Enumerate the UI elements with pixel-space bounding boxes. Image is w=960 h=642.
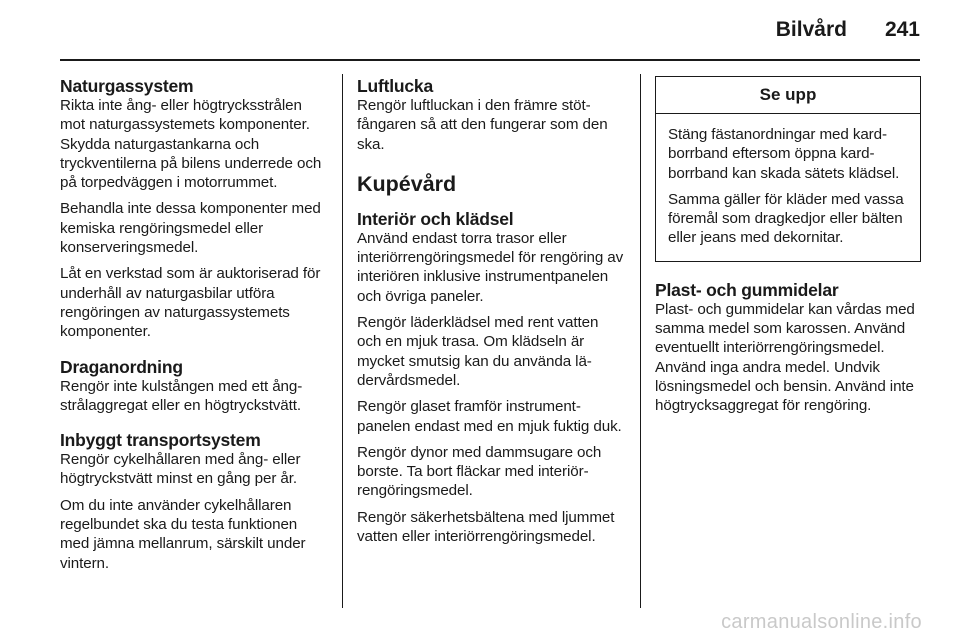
paragraph: Plast- och gummidelar kan vårdas med samma medel som karossen. Använd eventuellt interiörrengöringsmedel. Använd inga andra medel. Undvik lösningsmedel och bensin. Använd inte högtrycksaggregat för rengöring.: [655, 300, 915, 415]
column-1: [60, 76, 328, 588]
page-number: 241: [884, 18, 920, 41]
section-luftlucka: [357, 76, 625, 154]
paragraph: Stäng fästanordningar med kardborrband eftersom öppna kardborrband kan skada sätets klädsel.: [668, 126, 900, 182]
paragraph: Låt en verkstad som är auktoriserad för underhåll av naturgasbilar utföra rengöringen av naturgassystemets komponenter.: [60, 265, 321, 341]
section-naturgassystem: [60, 76, 328, 342]
paragraph: Rengör glaset framför instrumentpanelen endast med en mjuk fuktig duk.: [357, 398, 622, 435]
column-2: [357, 76, 625, 553]
header-rule: [60, 59, 920, 61]
warning-title: Se upp: [656, 77, 920, 114]
paragraph: Använd endast torra trasor eller interiörrengöringsmedel för rengöring av interiören inklusive instrumentpanelen och övriga paneler.: [357, 229, 624, 305]
chapter-heading: Kupévård: [357, 171, 457, 196]
page-header: [776, 18, 920, 42]
paragraph: Samma gäller för kläder med vassa föremål som dragkedjor eller bälten eller jeans med dekornitar.: [668, 190, 904, 247]
paragraph: Behandla inte dessa komponenter med kemiska rengöringsmedel eller konserveringsmedel.: [60, 200, 321, 257]
paragraph: Rengör luftluckan i den främre stötfångaren så att den fungerar som den ska.: [357, 97, 608, 153]
heading: Draganordning: [60, 356, 183, 377]
paragraph: Rengör säkerhetsbältena med ljummet vatten eller interiörrengöringsmedel.: [357, 508, 615, 546]
paragraph: Rengör cykelhållaren med ång- eller högtryckstvätt minst en gång per år.: [60, 451, 301, 488]
section-plast: [655, 280, 921, 416]
warning-box: [655, 76, 921, 262]
section-title: Bilvård: [775, 18, 847, 41]
heading: Interiör och klädsel: [357, 208, 514, 229]
column-3: [655, 76, 921, 423]
column-divider-1: [342, 74, 343, 608]
paragraph: Rikta inte ång- eller högtrycksstrålen mot naturgassystemets komponenter. Skydda naturgastankarna och tryckventilerna på bilens underrede och på torpedväggen i motorrummet.: [60, 97, 322, 192]
heading: Naturgassystem: [60, 76, 194, 96]
heading: Luftlucka: [357, 76, 433, 96]
heading: Inbyggt transportsystem: [60, 430, 261, 451]
paragraph: Rengör inte kulstången med ett ångstrålaggregat eller en högtryckstvätt.: [60, 377, 303, 414]
warning-body: [656, 114, 920, 261]
watermark: carmanualsonline.info: [721, 611, 922, 633]
column-divider-2: [640, 74, 641, 608]
section-interior: [357, 209, 625, 546]
section-transportsystem: [60, 430, 328, 573]
paragraph: Rengör läderklädsel med rent vatten och en mjuk trasa. Om klädseln är mycket smutsig kan du använda lädervårdsmedel.: [357, 314, 599, 389]
paragraph: Rengör dynor med dammsugare och borste. Ta bort fläckar med interiörrengöringsmedel.: [357, 443, 602, 500]
heading: Plast- och gummidelar: [655, 279, 839, 300]
section-draganordning: [60, 357, 328, 416]
paragraph: Om du inte använder cykelhållaren regelbundet ska du testa funktionen med jämna mellanrum, särskilt under vintern.: [60, 496, 306, 572]
